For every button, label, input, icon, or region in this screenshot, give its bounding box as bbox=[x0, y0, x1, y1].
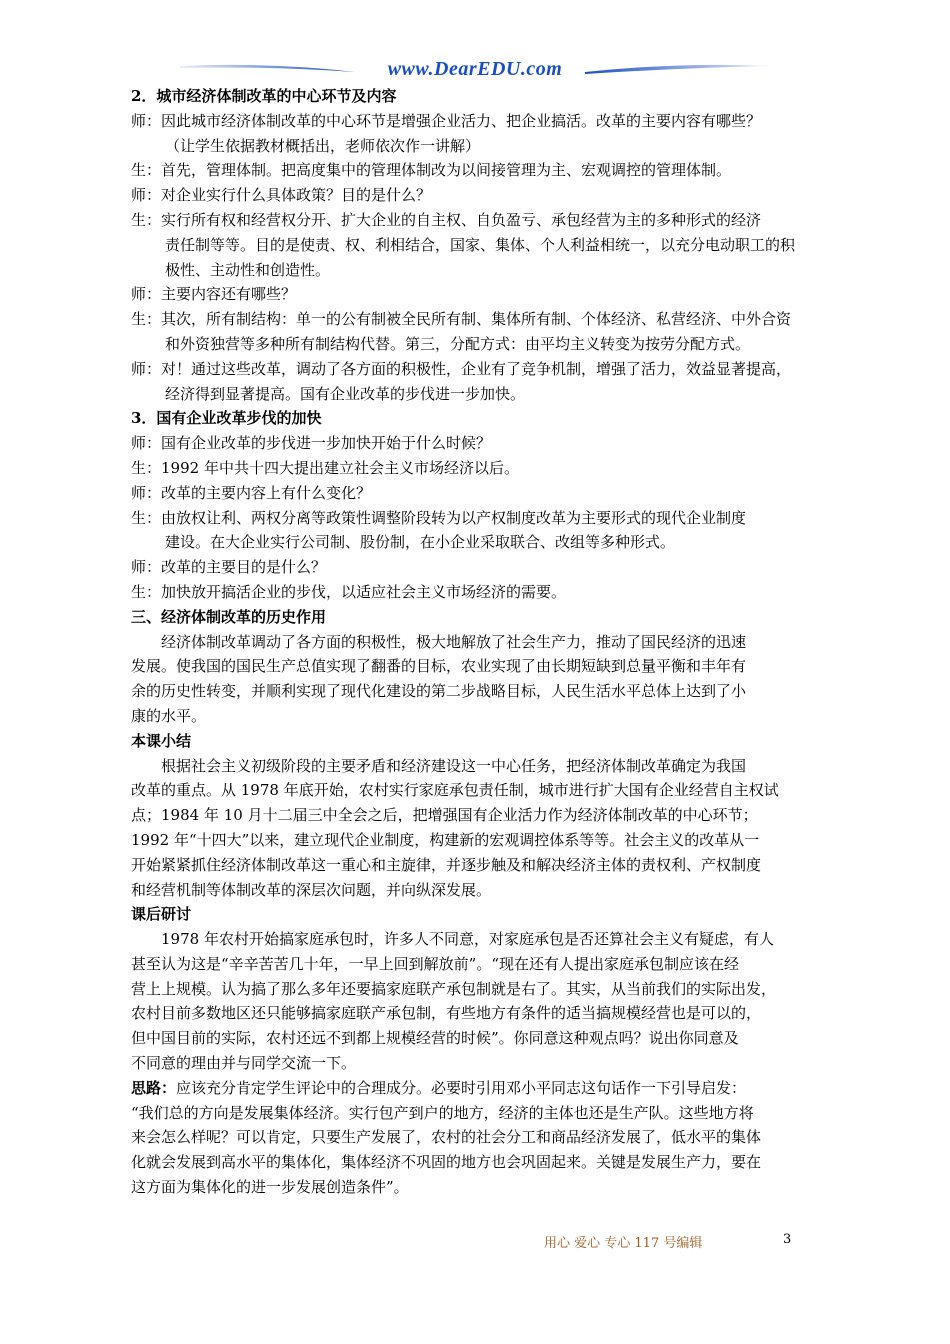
line-text: 本课小结 bbox=[131, 731, 192, 750]
line-text: 师：改革的主要目的是什么？ bbox=[131, 558, 327, 577]
line-text: 改革的重点。从 1978 年底开始，农村实行家庭承包责任制，城市进行扩大国有企业经营自主权试 bbox=[131, 781, 779, 800]
text-line bbox=[131, 1101, 831, 1126]
site-url: www.DearEDU.com bbox=[387, 58, 563, 80]
line-text: 师：改革的主要内容上有什么变化？ bbox=[131, 483, 372, 502]
text-line bbox=[131, 1125, 831, 1150]
line-text: 生：由放权让利、两权分离等政策性调整阶段转为以产权制度改革为主要形式的现代企业制度 bbox=[131, 508, 747, 527]
line-text: 和经营机制等体制改革的深层次问题，并向纵深发展。 bbox=[131, 880, 492, 899]
line-text: 化就会发展到高水平的集体化，集体经济不巩固的地方也会巩固起来。关键是发展生产力，要在 bbox=[131, 1153, 762, 1172]
line-text: 师：因此城市经济体制改革的中心环节是增强企业活力、把企业搞活。改革的主要内容有哪些？ bbox=[131, 111, 762, 130]
line-text: 师：国有企业改革的步伐进一步加快开始于什么时候？ bbox=[131, 434, 492, 453]
line-text: 1992 年“十四大”以来，建立现代企业制度，构建新的宏观调控体系等等。社会主义的改革从一 bbox=[131, 830, 760, 849]
text-line bbox=[131, 704, 831, 729]
line-text: 应该充分肯定学生评论中的合理成分。必要时引用邓小平同志这句话作一下引导启发： bbox=[176, 1078, 747, 1097]
text-line bbox=[131, 605, 831, 630]
text-line bbox=[131, 208, 831, 233]
line-text: （让学生依据教材概括出，老师依次作一讲解） bbox=[165, 136, 481, 155]
line-text: 农村目前多数地区还只能够搞家庭联产承包制，有些地方有条件的适当搞规模经营也是可以的， bbox=[131, 1004, 762, 1023]
line-text: 极性、主动性和创造性。 bbox=[165, 260, 331, 279]
text-line bbox=[131, 258, 831, 283]
site-header bbox=[0, 56, 950, 86]
text-line bbox=[131, 729, 831, 754]
line-text: 发展。使我国的国民生产总值实现了翻番的目标，农业实现了由长期短缺到总量平衡和丰年有 bbox=[131, 657, 747, 676]
text-line bbox=[131, 506, 831, 531]
line-text: 康的水平。 bbox=[131, 706, 207, 725]
text-line bbox=[131, 878, 831, 903]
text-line bbox=[131, 679, 831, 704]
text-line bbox=[131, 158, 831, 183]
text-line bbox=[131, 456, 831, 481]
line-text: 生：首先，管理体制。把高度集中的管理体制改为以间接管理为主、宏观调控的管理体制。 bbox=[131, 161, 732, 180]
document-body bbox=[131, 84, 831, 1200]
line-text: 生：其次，所有制结构：单一的公有制被全民所有制、集体所有制、个体经济、私营经济、中外合资 bbox=[131, 310, 792, 329]
text-line bbox=[131, 1150, 831, 1175]
text-line bbox=[131, 282, 831, 307]
line-text: 来会怎么样呢？可以肯定，只要生产发展了，农村的社会分工和商品经济发展了，低水平的集体 bbox=[131, 1128, 762, 1147]
text-line bbox=[131, 1076, 831, 1101]
line-text: 师：主要内容还有哪些？ bbox=[131, 285, 297, 304]
line-text: 甚至认为这是“辛辛苦苦几十年，一早上回到解放前”。“现在还有人提出家庭承包制应该在经 bbox=[131, 954, 740, 973]
page-number: 3 bbox=[783, 1232, 792, 1247]
line-text: 3．国有企业改革步伐的加快 bbox=[131, 409, 322, 428]
text-line bbox=[131, 977, 831, 1002]
text-line bbox=[131, 233, 831, 258]
line-text: 1978 年农村开始搞家庭承包时，许多人不同意，对家庭承包是否还算社会主义有疑虑，有人 bbox=[161, 930, 774, 949]
text-line bbox=[131, 580, 831, 605]
line-text: 这方面为集体化的进一步发展创造条件”。 bbox=[131, 1178, 409, 1197]
text-line bbox=[131, 1026, 831, 1051]
line-text: 但中国目前的实际，农村还远不到都上规模经营的时候”。你同意这种观点吗？说出你同意及 bbox=[131, 1029, 739, 1048]
line-text: 根据社会主义初级阶段的主要矛盾和经济建设这一中心任务，把经济体制改革确定为我国 bbox=[161, 756, 747, 775]
text-line bbox=[131, 803, 831, 828]
text-line bbox=[131, 1001, 831, 1026]
line-text: 三、经济体制改革的历史作用 bbox=[131, 607, 327, 626]
line-text: 2．城市经济体制改革的中心环节及内容 bbox=[131, 87, 397, 105]
text-line bbox=[131, 902, 831, 927]
line-text: 课后研讨 bbox=[131, 905, 192, 924]
text-line bbox=[131, 630, 831, 655]
text-line bbox=[131, 183, 831, 208]
line-text: 不同意的理由并与同学交流一下。 bbox=[131, 1054, 357, 1073]
text-line bbox=[131, 382, 831, 407]
line-text: 营上上规模。认为搞了那么多年还要搞家庭联产承包制就是右了。其实，从当前我们的实际出发， bbox=[131, 979, 777, 998]
text-line bbox=[131, 84, 831, 109]
text-line bbox=[131, 555, 831, 580]
footer-text: 用心 爱心 专心 117 号编辑 bbox=[544, 1236, 703, 1251]
text-line bbox=[131, 654, 831, 679]
text-line bbox=[131, 828, 831, 853]
line-text: 点；1984 年 10 月十二届三中全会之后，把增强国有企业活力作为经济体制改革的中心环节； bbox=[131, 806, 758, 825]
line-text: 经济得到显著提高。国有企业改革的步伐进一步加快。 bbox=[165, 384, 526, 403]
text-line bbox=[131, 332, 831, 357]
text-line bbox=[131, 853, 831, 878]
text-line bbox=[131, 307, 831, 332]
text-line bbox=[131, 1175, 831, 1200]
text-line bbox=[131, 406, 831, 431]
line-text: 生：加快放开搞活企业的步伐，以适应社会主义市场经济的需要。 bbox=[131, 582, 567, 601]
text-line bbox=[131, 109, 831, 134]
text-line bbox=[131, 754, 831, 779]
text-line bbox=[131, 778, 831, 803]
line-text: 余的历史性转变，并顺利实现了现代化建设的第二步战略目标，人民生活水平总体上达到了小 bbox=[131, 682, 747, 701]
text-line bbox=[131, 431, 831, 456]
line-text: 师：对！通过这些改革，调动了各方面的积极性，企业有了竞争机制，增强了活力，效益显著提高， bbox=[131, 359, 792, 378]
line-text: 建设。在大企业实行公司制、股份制，在小企业采取联合、改组等多种形式。 bbox=[165, 533, 676, 552]
text-line bbox=[131, 481, 831, 506]
text-line bbox=[131, 927, 831, 952]
line-text: 经济体制改革调动了各方面的积极性，极大地解放了社会生产力，推动了国民经济的迅速 bbox=[161, 632, 747, 651]
text-line bbox=[131, 530, 831, 555]
line-label: 思路： bbox=[131, 1078, 177, 1097]
text-line bbox=[131, 357, 831, 382]
line-text: 生：1992 年中共十四大提出建立社会主义市场经济以后。 bbox=[131, 458, 519, 477]
text-line bbox=[131, 134, 831, 159]
line-text: 开始紧紧抓住经济体制改革这一重心和主旋律，并逐步触及和解决经济主体的责权利、产权制度 bbox=[131, 855, 762, 874]
line-text: “我们总的方向是发展集体经济。实行包产到户的地方，经济的主体也还是生产队。这些地方将 bbox=[131, 1103, 754, 1122]
line-text: 责任制等等。目的是使责、权、利相结合，国家、集体、个人利益相统一，以充分电动职工的积 bbox=[165, 235, 796, 254]
text-line bbox=[131, 1051, 831, 1076]
line-text: 生：实行所有权和经营权分开、扩大企业的自主权、自负盈亏、承包经营为主的多种形式的经济 bbox=[131, 210, 762, 229]
text-line bbox=[131, 952, 831, 977]
line-text: 和外资独营等多种所有制结构代替。第三，分配方式：由平均主义转变为按劳分配方式。 bbox=[165, 334, 751, 353]
line-text: 师：对企业实行什么具体政策？目的是什么？ bbox=[131, 186, 432, 205]
